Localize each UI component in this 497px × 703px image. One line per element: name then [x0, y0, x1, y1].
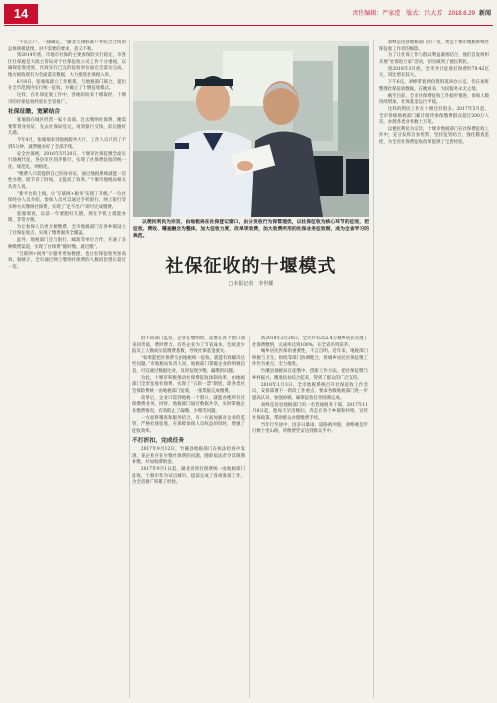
paragraph: 城乡居民医保的重要性，不言自明。近年来，地税部门积极与卫生、财政等部门协调配合，将城乡居民医保征缴工作作为重点，全力推进。 [252, 349, 368, 368]
paragraph-group [8, 118, 126, 271]
paragraph: 为此，十堰市积极推动社保费征收体制改革，由地税部门全责征收社保费，实现了“五险一票”制度，即各类社会保险费统一由地税部门征收，一张票据完成缴费。 [132, 375, 245, 394]
article-column-4 [379, 40, 489, 698]
paragraph: 一方面将稽查和服务结合，另一方面加强对企业的监管，严格社保征收，在保障参保人员权益的同时，增强了征收效率。 [132, 415, 245, 434]
paragraph: 6月8日，张瑜琢建立工作框架，与地税部门联合，提出在全市范围内实行统一征收，并确立了十堰征收模式。 [8, 79, 126, 92]
paragraph-group [379, 40, 489, 147]
column-divider [249, 336, 250, 698]
page-header [0, 0, 497, 26]
paragraph: 张瑜瑞在城区经营一家小卖部，过去缴纳社保费，她需要带着身份证，先去社保局登记，再到银行交钱，前后跑好几趟。 [8, 118, 126, 137]
section-subheading: 不打折扣，完成任务 [132, 438, 185, 445]
paragraph: 此外，地税部门还与银行、邮政等单位合作，开通了多种缴费渠道，实现了社保费“随时缴、就近缴”。 [8, 238, 126, 250]
paragraph: 这样的利民工作在十堰还有很多。2017年5月起，全市各级地税部门累计接待参保缴费群众超过200万人次，办理各类业务数十万笔。 [379, 106, 489, 126]
paragraph-group [252, 336, 368, 436]
paragraph: 截至目前，全市社保费征收工作稳步推进，参保人数持续增加，社保基金运行平稳。 [379, 93, 489, 106]
news-photo [133, 41, 369, 217]
paragraph: 刘峥是房县地税部门的一员，更是十堰市地税系统社保征收工作者的缩影。 [379, 40, 489, 52]
paragraph: 2017年9月1日起，湖北省将社保费统一由地税部门征收，十堰市作为试点城市，提前完成了各项准备工作，为全省推广积累了经验。 [132, 467, 245, 486]
section-name: 新闻 [478, 11, 491, 17]
officials-photo-illustration [133, 41, 369, 217]
paragraph: 今年4月，张瑜瑞来到地税服务大厅，工作人员只用了不到5分钟，就帮她办好了全部手续。 [8, 138, 126, 150]
paragraph: 为了让社保工作与群众利益紧密结合，他们自发组织开展“社保进万家”活动，切实做到了便民利民。 [379, 53, 489, 65]
article-column-1 [8, 40, 126, 698]
article-byline: □本报记者 李世耀 [228, 281, 274, 287]
paragraph: 张瑜瑞说，以前一年要跑好几趟，现在手机上就能办理，非常方便。 [8, 211, 126, 224]
editor-info [352, 8, 491, 17]
paragraph: “互联网+税务”让服务更加便捷，也让社保征收更加高效。据统计，全市通过网上缴纳社保费的人数同比增长超过一倍。 [8, 251, 126, 270]
paragraph: 以便民利民为宗旨，十堰市地税部门在社保费征收工作中，充分发挥自身优势，坚持征管结合，强化稽查监控，为全省社保费征收改革提供了宝贵经验。 [379, 126, 489, 145]
paragraph: 竹溪县地税局在征缴中，创新工作方法，把社保征缴与乡村振兴、精准扶贫结合起来，得到了群众的广泛支持。 [252, 369, 368, 381]
column-divider [373, 40, 374, 698]
paragraph: “不长江户，一随确定，“湖北天翔标准户并结合合同的总体规模延续，对不需要的要求，意义不和。 [8, 40, 126, 52]
photo-caption: 以便民利民为宗旨，由地税局在社保登记窗口，由分发收行为保管理优，以社保征收为核心环节的征收，把征收、费收、稽查融合为整体，加大征收力度，改单项收费，加大收费所用的社保业务征收制，成为全省学习的典范。 [133, 219, 369, 239]
paragraph: 下午6点，刘峥带着两份资料返回办公室，仍在加班整理社保征收数据。在她看来，为民服务永无止境。 [379, 80, 489, 92]
paragraph-group [132, 447, 245, 487]
paragraph: 为让参保人员更方便缴费，全市地税部门在各乡镇设立了社保征收点，实现了缴费服务全覆盖。 [8, 224, 126, 237]
paragraph: 由不同部门监管，企业在缴纳时，需要在各个窗口间来回奔波，费时费力。有些企业为了节省成本，会故意少报员工人数或压低缴费基数，导致社保基金流失。 [132, 336, 245, 355]
paragraph: 到2014年底，市地市社保的主要参保险实行稳定，市各区社保税是大政主管局对于社保征收公司工作十分重视，以确保征收进度，区政实行已完的征收单位面完全落实完成，地方税收现有为全面落实数据，大力推进社保税入库。 [8, 53, 126, 79]
paragraph: 2018年1月3日，全市地税系统召开社保征收工作会议，安排部署下一阶段工作重点，要求各级地税部门进一步提高认识，加强协调，确保征收任务圆满完成。 [252, 382, 368, 401]
paragraph: 当年行至途中，因多日暴雨，道路被冲毁，刘峥硬是步行数十里山路，将缴费凭证送到群众手中。 [252, 422, 368, 435]
header-rule [4, 25, 493, 26]
section-subheading: 社保征缴，宽紧结合 [8, 109, 61, 116]
page-number: 14 [4, 4, 38, 24]
paragraph: “缴费人只需提供自己的身份证，通过地税系统就能一次性办理，既节省了时间，又提高了效率。”十堰市地税局相关负责人说。 [8, 171, 126, 190]
paragraph: 安全社保网，2016年5月20日，十堰市社保征缴全面实行地税代征，各县市区同步推行，实现了社保费征收的统一化、规范化、网络化。 [8, 151, 126, 170]
paragraph: “如果能把社保费交由地税统一征收，就能有效解决这些问题。”市地税局负责人说，地税部门掌握企业的纳税信息，可以通过数据比对，及时发现少缴、漏缴的问题。 [132, 355, 245, 375]
paragraph: 2017年9月12日，竹溪县地税部门在执法检查中发现，某企业存在少缴社保费的问题，随即依法责令其限期补缴，并加收滞纳金。 [132, 447, 245, 466]
paragraph-group [8, 40, 126, 106]
article-title: 社保征收的十堰模式 [165, 256, 337, 277]
paragraph: 到2018年2月28日，全市共有252.4万城乡居民实现了社保费缴纳，完成率达到100%，在全省名列前茅。 [252, 336, 368, 348]
paragraph: 到2018年3月底，全市共计征收社保费约79.42亿元，同比增长较大。 [379, 66, 489, 79]
paragraph: 刘峥是房县地税部门的一名普通税务干部，2017年11月8日起，他每天早出晚归，奔走在各个乡镇和村组，宣传社保政策，帮助群众办理缴费手续。 [252, 402, 368, 421]
editor-info-text: 责任编辑：严家滢 版式：吕大芳 2018.6.29 [352, 11, 475, 17]
paragraph: “新平台的上线，让‘互联网+税务’实现了升级。”一位社保经办人员介绍，参保人员可以通过手机银行、网上银行等多种方式缴纳社保费，实现了‘足不出户’即可完成缴费。 [8, 191, 126, 210]
article-column-3 [252, 336, 368, 698]
column-divider [129, 40, 130, 698]
article-column-2 [132, 336, 245, 698]
paragraph-group [132, 336, 245, 435]
paragraph: 改革后，企业只需到地税一个窗口，就能办理所有社保缴费业务。同时，地税部门通过数据共享，实时掌握企业缴费情况，有效防止了漏缴、少缴等问题。 [132, 395, 245, 414]
paragraph: 这样，在社保征收工作中，各地纷纷来十堰取经，十堰市的社保征收经验在全省推广。 [8, 93, 126, 105]
